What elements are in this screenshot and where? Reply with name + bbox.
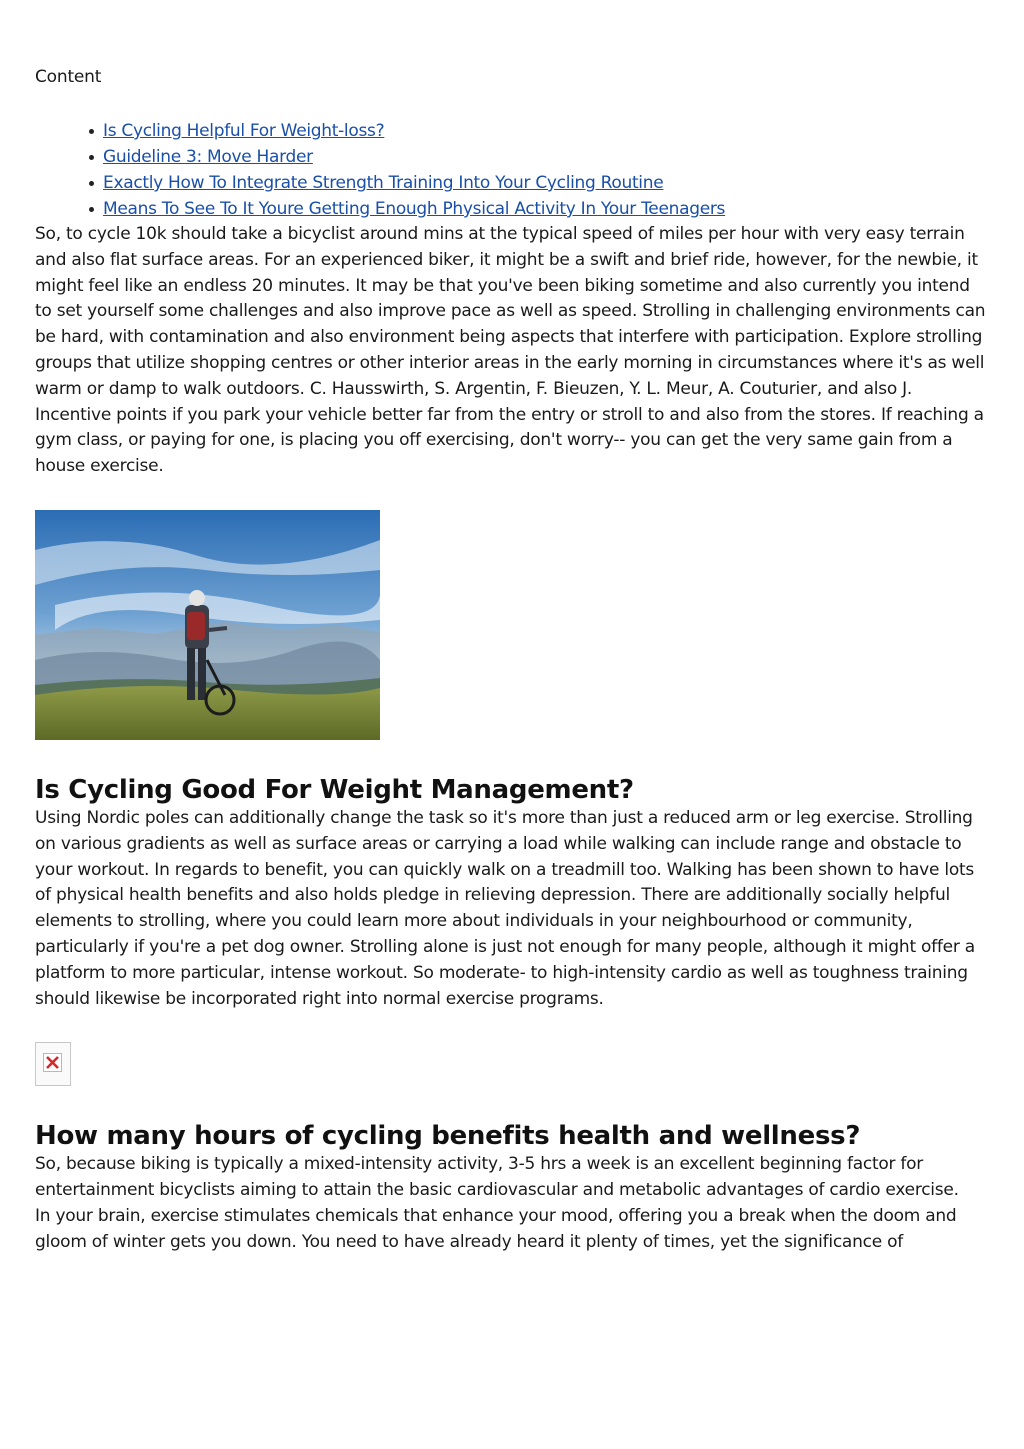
toc-item (103, 144, 990, 170)
toc-item (103, 170, 990, 196)
section-heading: Is Cycling Good For Weight Management? (35, 774, 634, 805)
paragraph: In your brain, exercise stimulates chemicals that enhance your mood, offering you a break when the doom and gloom of winter gets you down. You need to have already heard it plenty of times, yet the significance of (35, 1205, 957, 1252)
broken-image-icon (35, 1042, 71, 1086)
paragraph: Incentive points if you park your vehicle better far from the entry or stroll to and also from the stores. If reaching a gym class, or paying for one, is placing you off exercising, don't worry-- you can get the very same gain from a house exercise. (35, 404, 984, 477)
section-heading: How many hours of cycling benefits health and wellness? (35, 1121, 861, 1152)
toc-item (103, 118, 990, 144)
paragraph: Using Nordic poles can additionally change the task so it's more than just a reduced arm or leg exercise. Strolling on various gradients as well as surface areas or carrying a load while walking can include range and obstacle to your workout. In regards to benefit, you can quickly walk on a treadmill too. Walking has been shown to have lots of physical health benefits and also holds pledge in relieving depression. There are additionally socially helpful elements to strolling, where you could learn more about individuals in your neighbourhood or community, particularly if you're a pet dog owner. Strolling alone is just not enough for many people, although it might offer a platform to more particular, intense workout. So moderate- to high-intensity cardio as well as toughness training should likewise be incorporated right into normal exercise programs. (35, 807, 975, 1009)
toc-link-1[interactable]: Is Cycling Helpful For Weight-loss? (103, 121, 385, 141)
toc-link-3[interactable]: Exactly How To Integrate Strength Training Into Your Cycling Routine (103, 173, 664, 193)
toc-link-4[interactable]: Means To See To It Youre Getting Enough Physical Activity In Your Teenagers (103, 199, 726, 219)
toc-link-2[interactable]: Guideline 3: Move Harder (103, 147, 313, 167)
paragraph: So, because biking is typically a mixed-intensity activity, 3-5 hrs a week is an excellent beginning factor for entertainment bicyclists aiming to attain the basic cardiovascular and metabolic advantages of cardio exercise. (35, 1154, 959, 1201)
table-of-contents (35, 118, 990, 222)
content-label: Content (35, 67, 102, 87)
toc-item (103, 196, 990, 222)
cyclist-photo (35, 510, 380, 740)
paragraph: So, to cycle 10k should take a bicyclist around mins at the typical speed of miles per hour with very easy terrain and also flat surface areas. For an experienced biker, it might be a swift and brief ride, however, for the newbie, it might feel like an endless 20 minutes. It may be that you've been biking sometime and also currently you intend to set yourself some challenges and also improve pace as well as speed. Strolling in challenging environments can be hard, with contamination and also environment being aspects that interfere with participation. Explore strolling groups that utilize shopping centres or other interior areas in the early morning in circumstances where it's as well warm or damp to walk outdoors. C. Hausswirth, S. Argentin, F. Bieuzen, Y. L. Meur, A. Couturier, and also J. (35, 224, 986, 399)
article (35, 64, 990, 1256)
